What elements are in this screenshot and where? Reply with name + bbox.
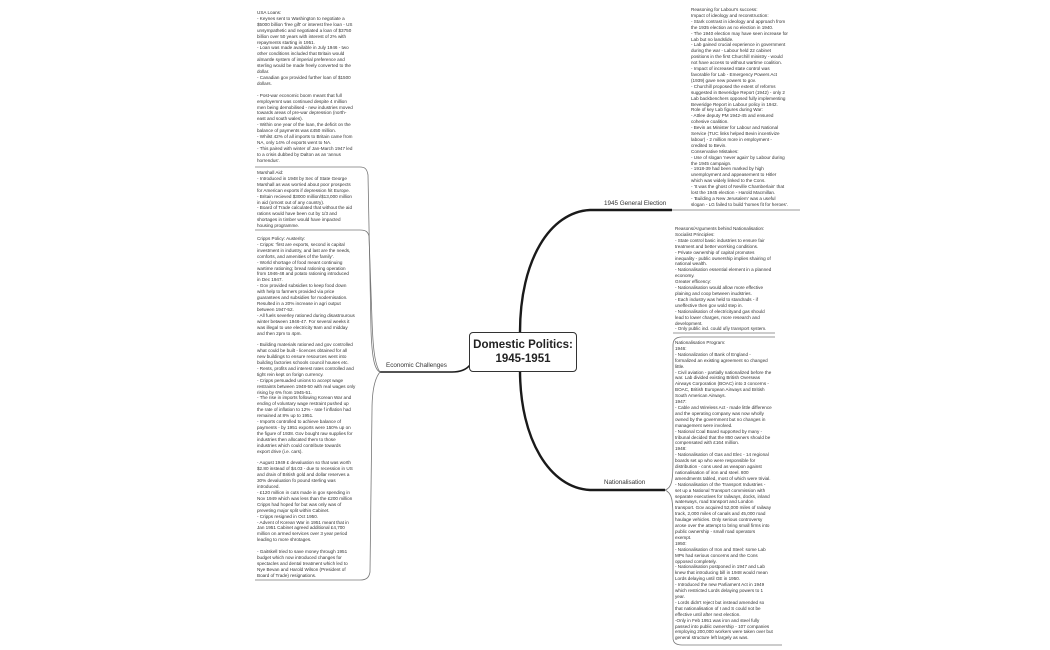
note-line: - £120 million in cuts made in gov spending in bbox=[257, 489, 350, 495]
note-line: spectacles and dental treatment which led to bbox=[257, 560, 348, 566]
note-line: leading to more shrotages. bbox=[257, 537, 312, 543]
note-line: - August 1949 £ devaluation so that was worth bbox=[257, 460, 351, 466]
note-line: - National Coal Board supported by many - bbox=[675, 428, 763, 434]
note-line: export drive (i.e. cars). bbox=[257, 448, 303, 454]
note-line: - Keynes sent to Washington to negotiate a bbox=[257, 15, 345, 21]
note-line: opposed completely. bbox=[675, 558, 717, 564]
note-line: set up a National Transport commission with bbox=[675, 487, 766, 493]
note-line: transport. Gov acquired 52,000 miles of railway bbox=[675, 505, 772, 511]
note-line: - Post-war economic boom meant that full bbox=[257, 92, 342, 98]
branch-nationalisation[interactable]: Nationalisation bbox=[604, 479, 646, 486]
note-line: 1947: bbox=[675, 399, 687, 405]
note-line: Marshall Aid: bbox=[257, 170, 284, 175]
note-line: - The 1940 election may have seen increase for bbox=[691, 30, 788, 36]
note-line: shortages in timber would have impacted bbox=[257, 217, 341, 223]
note-line: - Cripps resigned in Oct 1950. bbox=[257, 513, 319, 519]
note-line: employing 200,000 workers were taken over but bbox=[675, 629, 773, 635]
note-line: tight rein kept on forign currency. bbox=[257, 371, 324, 377]
note-line: - Introduced in 1948 by Sec of State George bbox=[257, 175, 347, 181]
note-line: Role of key Lab figures during War: bbox=[691, 107, 763, 113]
central-topic-years: 1945-1951 bbox=[495, 353, 551, 365]
note-line: treatment and better worrking conditions. bbox=[675, 243, 759, 249]
note-line: management were involved. bbox=[675, 422, 733, 428]
note-line: winter between 1946-47. For several weeks it bbox=[257, 318, 350, 324]
note-line: comforts, and amenities of the family'. bbox=[257, 253, 334, 259]
note-line: South American Airways. bbox=[675, 393, 726, 399]
note-line: and drain of British gold and dollar reserves a bbox=[257, 472, 350, 478]
note-line: war. Lab divided existing British Overseas bbox=[675, 375, 761, 381]
note-line: formalized an existing agreement so changed bbox=[675, 357, 768, 363]
note-line: introduced. bbox=[257, 484, 280, 490]
note-line: during the war - Labour held 22 cabinet bbox=[691, 48, 771, 54]
note-line: MPs had serious concerns and the Cons bbox=[675, 552, 758, 558]
note-line: unsympathetic and negotiated a loan of $3750 bbox=[257, 27, 352, 33]
note-line: for American exports if depression hit Europe. bbox=[257, 187, 350, 193]
note-line: 1948: bbox=[675, 446, 687, 452]
note-line: distribution - cons used as weapon against bbox=[675, 464, 762, 470]
note-line: - Cable and Wireless Act - made little difference bbox=[675, 404, 772, 410]
note-line: - Nationalisation postponed in 1947 and Lab bbox=[675, 564, 765, 570]
note-line: - Nationalisation of Iron and Steel: some Lab bbox=[675, 546, 766, 552]
note-line: new buildings to ensure resources went into bbox=[257, 354, 347, 360]
note-line: 30% devaluation fo pound sterling was bbox=[257, 478, 336, 484]
note-line: to a crisis dubbed by Dalton as an 'annus bbox=[257, 151, 341, 157]
note-line: - Loan was made available in July 1946 - two bbox=[257, 45, 349, 51]
note-line: housing programme. bbox=[257, 223, 300, 229]
note-line: rations would have been cut by 1/3 and bbox=[257, 211, 337, 217]
note-line: billion over 50 years with interest of 2% with bbox=[257, 33, 347, 39]
note-line: not have access to without wartime coalition. bbox=[691, 60, 782, 66]
note-line: amendments tabled, most of which were trivial. bbox=[675, 475, 771, 481]
note-line: preveting major split within Cabinet. bbox=[257, 507, 330, 513]
note-line: - Nationalisation of Gas and Elec - 14 regional bbox=[675, 452, 769, 458]
note-line: Nov 1949 which was less than the £200 million bbox=[257, 495, 353, 501]
note-line: almantle system of imperial preference and bbox=[257, 57, 345, 63]
note-line: horrendus'. bbox=[257, 157, 280, 163]
note-line: unemployment and appeasement to Hitler bbox=[691, 172, 777, 178]
branch-line-nationalisation bbox=[520, 370, 665, 490]
note-line: positions in the first Churchill ministry - would bbox=[691, 54, 783, 60]
branch-1945-general-election[interactable]: 1945 General Election bbox=[604, 200, 667, 207]
note-line: Marshall as was worried about poor prospects bbox=[257, 181, 351, 187]
note-line: development. bbox=[675, 320, 703, 326]
note-line: - Rents, profits and interest rates controlled and bbox=[257, 365, 354, 371]
note-line: track, 2,000 miles of canals and 45,000 road bbox=[675, 511, 766, 517]
note-line: Lords delaying until GE in 1950. bbox=[675, 576, 741, 582]
note-line: - Building materials rationed and gov controlled bbox=[257, 342, 353, 348]
note-line: uneffective then gov wold step in. bbox=[675, 302, 743, 308]
note-line: the figure of 1938. Gov bought raw supplies for bbox=[257, 430, 353, 436]
note-line: - World shortage of food meant continuing bbox=[257, 259, 343, 265]
note-line: payments - by 1951 exports were 150% up on bbox=[257, 425, 351, 430]
note-line: general structure left largely as was. bbox=[675, 635, 749, 641]
note-line: from 1946-48 and potato rationing introduced bbox=[257, 271, 349, 277]
note-line: other conditions included that Britain would bbox=[257, 51, 345, 57]
note-line: $2.80 instead of $4.03 - due to recession in US bbox=[257, 466, 353, 472]
note-line: with help to farmers provided via price bbox=[257, 289, 335, 295]
note-line: which restricted Lords delaying powers to 1 bbox=[675, 588, 764, 594]
note-line: Jan 1951 Cabinet agreed additional £4,700 bbox=[257, 525, 345, 531]
note-line: labour) - 2 million more in employment - bbox=[691, 136, 772, 142]
note-line: - Within one year of the loan, the deficit on the bbox=[257, 122, 351, 128]
note-line: - All fuels severley rationed during disastrourous bbox=[257, 312, 355, 318]
note-line: Resulted in a 20% increase in agri output bbox=[257, 300, 341, 306]
note-line: passed into public ownership - 107 companies bbox=[675, 623, 770, 629]
note-line: Socialist Principles: bbox=[675, 231, 715, 237]
note-line: dollars. bbox=[257, 80, 272, 86]
note-line: - Private ownership of capital promotes bbox=[675, 249, 755, 255]
note-line: dollar. bbox=[257, 69, 270, 75]
note-line: $5000 billion 'free gift' or interest free loan - US bbox=[257, 21, 353, 27]
note-line: Lab but no landslide. bbox=[691, 36, 734, 42]
note-line: cohesive coalition. bbox=[691, 119, 729, 125]
note-line: - 'Building a New Jerusalem' was a useful bbox=[691, 196, 776, 201]
note-line: Cripps Policy: Austerity: bbox=[257, 236, 306, 241]
note-line: balance of payments was £450 million. bbox=[257, 128, 336, 134]
note-line: inequality - public ownership implies shairing of bbox=[675, 255, 771, 261]
note-line: Service (TUC links helped Bevin incentivize bbox=[691, 131, 780, 137]
note-line: was illegal to use electricity 9am and midday bbox=[257, 324, 348, 330]
note-line: in Dec 1947. bbox=[257, 277, 283, 283]
note-line: Reasoning for Labour's success: bbox=[691, 7, 758, 12]
note-line: haulage vehicles. Only serious controversy bbox=[675, 517, 763, 523]
note-reasons-nationalisation[interactable] bbox=[675, 226, 785, 332]
note-line: - 'It was the ghost of Neville Chamberlain' that bbox=[691, 184, 785, 190]
note-line: and the operating company was now wholly bbox=[675, 410, 764, 416]
note-line: - Cripps persuaded unions to accept wage bbox=[257, 377, 344, 383]
note-line: - Nationalisation would allow more effective bbox=[675, 285, 764, 291]
note-line: compensated with £164 million. bbox=[675, 440, 740, 446]
note-line: east and south wales). bbox=[257, 116, 303, 122]
note-usa-loans[interactable] bbox=[257, 10, 377, 164]
note-line: 1950: bbox=[675, 540, 687, 546]
note-line: - Only public ind. could ufiy transport system. bbox=[675, 326, 767, 332]
note-line: Impact of ideology and reconstruction: bbox=[691, 12, 769, 18]
note-line: arose over the attempt to bring small firms into bbox=[675, 523, 770, 529]
note-line: - Stark contrast in ideology and approach from bbox=[691, 18, 786, 24]
note-line: industries which could contribute towards bbox=[257, 442, 341, 448]
note-line: million on armed services over 3 year period bbox=[257, 531, 348, 537]
note-line: - Each industry was held to standrads - if bbox=[675, 296, 758, 302]
note-line: - Churchill proposed the extent of reforms bbox=[691, 83, 776, 89]
note-line: public ownership - small road operators bbox=[675, 529, 756, 534]
note-line: - Impact of increased state control was bbox=[691, 66, 770, 72]
note-line: guarantees and subsidies for modernisation. bbox=[257, 295, 348, 301]
note-line: BOAC, British European Airways and British bbox=[675, 387, 765, 393]
note-line: year. bbox=[675, 593, 685, 599]
note-line: - Nationalisation essential element in a planned bbox=[675, 267, 772, 273]
branch-line-general-election bbox=[520, 210, 672, 332]
note-line: Greater efficency: bbox=[675, 279, 712, 285]
note-line: - Lab gained crucial experience in government bbox=[691, 42, 786, 48]
note-line: - Bevin as Minister for Labour and National bbox=[691, 125, 779, 131]
note-line: - State control basic industries to ensure fair bbox=[675, 237, 765, 243]
note-cripps-policy[interactable] bbox=[257, 236, 377, 579]
note-line: tribunal decided that the 850 owners should be bbox=[675, 434, 771, 440]
note-line: Airways Corporation (BOAC) into 3 concerns - bbox=[675, 381, 769, 387]
note-line: - Gaitskell tried to save money through 1951 bbox=[257, 549, 348, 555]
note-line: men being demobilised - new industries moved bbox=[257, 104, 353, 110]
note-line: boards set up who were responsible for bbox=[675, 458, 756, 464]
note-line: - Nationalisation of the Transport Industries - bbox=[675, 481, 766, 487]
note-line: owned by the government but no changes in bbox=[675, 416, 766, 422]
note-line: - 1918-39 had been marked by high bbox=[691, 166, 764, 172]
note-line: - Civil aviation - partially nationalized before the bbox=[675, 369, 772, 375]
note-line: rising by 6% from 1945-51. bbox=[257, 389, 312, 395]
note-line: repayments starting in 1951. bbox=[257, 39, 315, 45]
note-line: towards areas of pre-war depression (north- bbox=[257, 110, 347, 116]
note-line: little. bbox=[675, 363, 685, 369]
note-line: knew that introducing bill in 1948 would mean bbox=[675, 570, 768, 576]
note-line: lost the 1945 election - Harold Macmillan. bbox=[691, 190, 776, 196]
central-topic-title: Domestic Politics: bbox=[473, 339, 573, 351]
note-labour-success[interactable] bbox=[691, 7, 801, 208]
note-line: - Gov provided subsidies to keep food down bbox=[257, 283, 347, 289]
note-line: - Advent of Korean War in 1951 meant that in bbox=[257, 519, 349, 525]
note-line: - This paired with winter of Jan-March 1947 led bbox=[257, 145, 353, 151]
note-line: - Imports controlled to achieve balance of bbox=[257, 419, 342, 425]
note-line: Conservative Mistakes: bbox=[691, 148, 739, 154]
central-topic[interactable] bbox=[469, 332, 577, 372]
note-line: Nationalisation Program: bbox=[675, 340, 726, 345]
note-line: Reasons/Arguments behind Nationalisation: bbox=[675, 226, 765, 231]
note-line: in aid (ornost out of any country). bbox=[257, 199, 325, 205]
note-line: industries then allocated them to those bbox=[257, 436, 336, 442]
note-line: ending of voluntary wage restraint pushed up bbox=[257, 401, 349, 407]
note-line: - Cripps: 'first are exports, second is capital bbox=[257, 241, 345, 247]
note-line: - Introduced the new Parliament Act in 1949 bbox=[675, 582, 765, 588]
note-line: NA, only 14% of exports went to NA. bbox=[257, 139, 332, 145]
note-line: Board of Trade) resignations. bbox=[257, 572, 317, 578]
note-line: the 1945 campaign. bbox=[691, 160, 732, 166]
note-line: building factories schools council houses etc. bbox=[257, 360, 349, 366]
note-line: - Britain recieved $3000 million/$13,000 million bbox=[257, 193, 352, 199]
note-line: plaining and coop between inudstries. bbox=[675, 290, 752, 296]
note-line: 1946: bbox=[675, 345, 687, 351]
note-line: -Only in Feb 1951 was iron and steel fully bbox=[675, 617, 760, 623]
note-line: sterling would be made freely converted to the bbox=[257, 63, 351, 69]
note-line: investment in industry, and last are the needs, bbox=[257, 247, 351, 253]
note-line: Beveridge Report in Labour policy in 1942. bbox=[691, 101, 778, 107]
branch-economic-challenges[interactable]: Economic Challenges bbox=[386, 362, 447, 369]
note-line: Cripps had hoped for but was only was of bbox=[257, 501, 342, 507]
note-line: nationalisation of iron and steel. 800 bbox=[675, 469, 749, 475]
note-line: - Nationalisation of electricityand gas should bbox=[675, 308, 765, 314]
note-line: and then 2pm to 4pm. bbox=[257, 330, 302, 336]
note-line: - The rise in imports following Korean War and bbox=[257, 395, 352, 401]
note-line: - Board of Trade calculated that without the aid bbox=[257, 205, 352, 211]
note-line: favorable for Lab - Emergency Powers Act bbox=[691, 71, 778, 77]
note-line: slogan - LG failed to build 'homes fit for heroes'. bbox=[691, 201, 788, 207]
note-line: economy. bbox=[675, 273, 695, 279]
note-line: Lab backbenchers opposed fully implementing bbox=[691, 95, 786, 101]
note-line: separate executives for railways, docks, inland bbox=[675, 493, 770, 499]
note-line: - Use of slogan 'never again' by Labour during bbox=[691, 154, 785, 160]
note-marshall-aid[interactable] bbox=[257, 170, 377, 229]
note-line: - Lords didn't reject but instead amended so bbox=[675, 599, 765, 605]
note-line: - Attlee deputy PM 1942-45 and ensured bbox=[691, 113, 774, 119]
note-line: waterways, road transport and London bbox=[675, 499, 754, 505]
note-line: budget which now introduced changes for bbox=[257, 554, 342, 560]
note-line: that nationalisation of I and S could not be bbox=[675, 605, 761, 611]
note-line: lead to lower charges, more research and bbox=[675, 314, 760, 320]
note-line: effective until after next election. bbox=[675, 611, 741, 617]
note-line: USA Loans: bbox=[257, 10, 282, 15]
note-line: what could be built - licences obtained for all bbox=[257, 348, 348, 354]
note-line: suggested in Beveridge Report (1942) - only 2 bbox=[691, 89, 785, 95]
note-line: between 1947-52. bbox=[257, 306, 294, 312]
note-line: the rate of inflation to 12% - rate f inflation had bbox=[257, 407, 351, 413]
note-nationalisation-program[interactable] bbox=[675, 340, 785, 641]
note-line: (1939) gave new powers to gov. bbox=[691, 77, 757, 83]
note-line: credited to Bevin. bbox=[691, 142, 727, 148]
note-line: restraints between 1948-50 with real wages only bbox=[257, 383, 356, 389]
note-line: - Nationalization of Bank of England - bbox=[675, 351, 751, 357]
note-line: which was widely linked to the Cons. bbox=[691, 178, 766, 184]
note-line: Nye Bevan and Harold Wilson (President of bbox=[257, 566, 346, 572]
note-line: remained at 8% up to 1951. bbox=[257, 413, 314, 419]
note-line: employemnt was continued despite 4 million bbox=[257, 98, 347, 104]
note-line: - Whilst 42% of all imports to Britain came from bbox=[257, 134, 353, 140]
note-line: - Canadian gov provided further loan of $1500 bbox=[257, 74, 351, 80]
note-line: national wealth. bbox=[675, 261, 707, 267]
note-line: exempt. bbox=[675, 534, 692, 540]
note-line: the 1935 election as no election in 1940. bbox=[691, 24, 774, 30]
note-line: wartime rationing; bread rationing operation bbox=[257, 265, 346, 271]
